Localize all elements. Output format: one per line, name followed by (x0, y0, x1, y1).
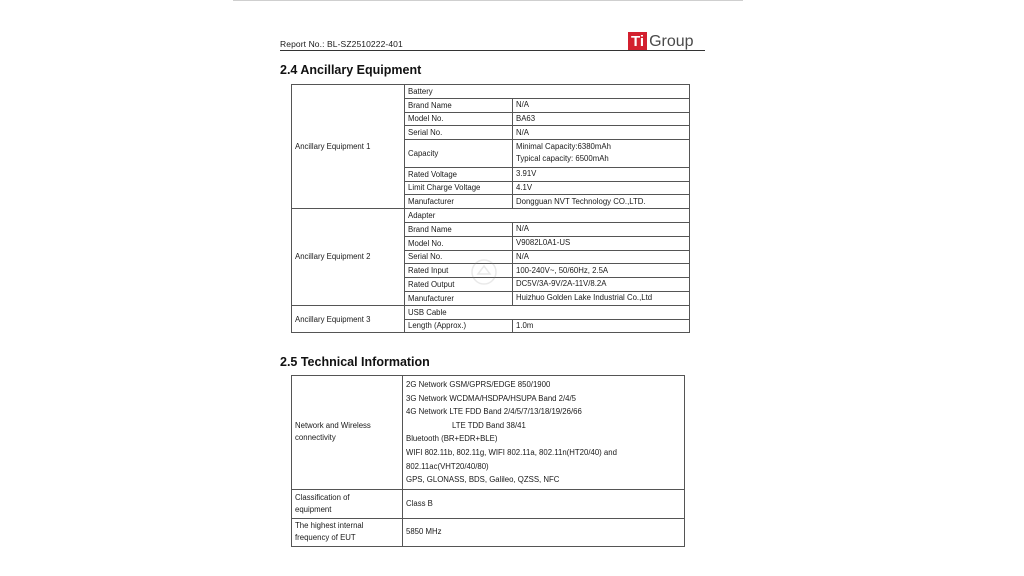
value-line: Typical capacity: 6500mAh (516, 154, 609, 164)
field-label: Model No. (405, 112, 513, 126)
label-line: Network and Wireless (295, 421, 371, 431)
equipment-type: Adapter (405, 209, 690, 223)
field-value (513, 264, 690, 278)
value-line: N/A (516, 251, 529, 261)
field-value (513, 126, 690, 140)
field-value (513, 140, 690, 168)
equipment-type: Battery (405, 85, 690, 99)
tech-label (292, 518, 403, 546)
field-label: Brand Name (405, 98, 513, 112)
equipment-type: USB Cable (405, 305, 690, 319)
label-line: equipment (295, 504, 332, 514)
value-line: 100-240V~, 50/60Hz, 2.5A (516, 265, 609, 275)
tech-value (403, 489, 685, 518)
value-line: V9082L0A1-US (516, 237, 571, 247)
section-title-ancillary: 2.4 Ancillary Equipment (280, 63, 422, 77)
value-line: Minimal Capacity:6380mAh (516, 141, 611, 151)
value-line: Dongguan NVT Technology CO.,LTD. (516, 196, 646, 206)
tech-value-line: Class B (406, 498, 433, 508)
value-line: 3.91V (516, 168, 537, 178)
field-value (513, 250, 690, 264)
ancillary-group-label: Ancillary Equipment 1 (292, 85, 405, 209)
value-line: DC5V/3A-9V/2A-11V/8.2A (516, 279, 607, 289)
tech-value-line: 3G Network WCDMA/HSDPA/HSUPA Band 2/4/5 (406, 393, 576, 403)
field-label: Capacity (405, 140, 513, 168)
field-label: Rated Output (405, 278, 513, 292)
ti-group-logo (628, 31, 694, 51)
table-row (292, 489, 685, 518)
tech-value-line: LTE TDD Band 38/41 (452, 420, 526, 430)
field-value (513, 236, 690, 250)
page-top-edge (233, 0, 743, 1)
field-label: Limit Charge Voltage (405, 181, 513, 195)
tech-value-line: 4G Network LTE FDD Band 2/4/5/7/13/18/19/26/66 (406, 407, 582, 417)
tech-value-line: GPS, GLONASS, BDS, Galileo, QZSS, NFC (406, 475, 560, 485)
tech-value-line: 802.11ac(VHT20/40/80) (406, 461, 489, 471)
tech-label (292, 376, 403, 490)
field-value (513, 195, 690, 209)
field-value (513, 291, 690, 305)
value-line: N/A (516, 224, 529, 234)
value-line: N/A (516, 99, 529, 109)
tech-value-line: 5850 MHz (406, 527, 442, 537)
field-label: Manufacturer (405, 291, 513, 305)
field-value (513, 112, 690, 126)
tech-value-line: WIFI 802.11b, 802.11g, WIFI 802.11a, 802.11n(HT20/40) and (406, 447, 617, 457)
field-value (513, 278, 690, 292)
field-value (513, 167, 690, 181)
tech-label (292, 489, 403, 518)
table-row (292, 376, 685, 490)
value-line: BA63 (516, 113, 536, 123)
label-line: Classification of (295, 492, 350, 502)
report-number: Report No.: BL-SZ2510222-401 (280, 39, 403, 49)
logo-mark: Ti (628, 32, 647, 51)
field-value (513, 98, 690, 112)
table-row (292, 518, 685, 546)
field-label: Length (Approx.) (405, 319, 513, 333)
label-line: connectivity (295, 433, 336, 443)
ancillary-group-label: Ancillary Equipment 3 (292, 305, 405, 333)
logo-text: Group (649, 32, 694, 50)
field-label: Serial No. (405, 250, 513, 264)
ancillary-group-label: Ancillary Equipment 2 (292, 209, 405, 306)
field-value (513, 181, 690, 195)
field-label: Serial No. (405, 126, 513, 140)
value-line: 4.1V (516, 182, 533, 192)
field-label: Rated Input (405, 264, 513, 278)
value-line: Huizhuo Golden Lake Industrial Co.,Ltd (516, 293, 653, 303)
header-rule (280, 50, 705, 51)
field-label: Manufacturer (405, 195, 513, 209)
field-label: Brand Name (405, 222, 513, 236)
tech-value (403, 376, 685, 490)
field-label: Rated Voltage (405, 167, 513, 181)
tech-value-line: Bluetooth (BR+EDR+BLE) (406, 434, 498, 444)
field-value (513, 222, 690, 236)
technical-information-table (291, 375, 685, 547)
section-title-technical: 2.5 Technical Information (280, 355, 430, 369)
field-label: Model No. (405, 236, 513, 250)
value-line: N/A (516, 127, 529, 137)
ancillary-equipment-table (291, 84, 690, 333)
label-line: The highest internal (295, 521, 364, 531)
label-line: frequency of EUT (295, 533, 356, 543)
tech-value-line: 2G Network GSM/GPRS/EDGE 850/1900 (406, 380, 551, 389)
watermark-icon (470, 258, 498, 286)
tech-value (403, 518, 685, 546)
field-value (513, 319, 690, 333)
value-line: 1.0m (516, 320, 534, 330)
